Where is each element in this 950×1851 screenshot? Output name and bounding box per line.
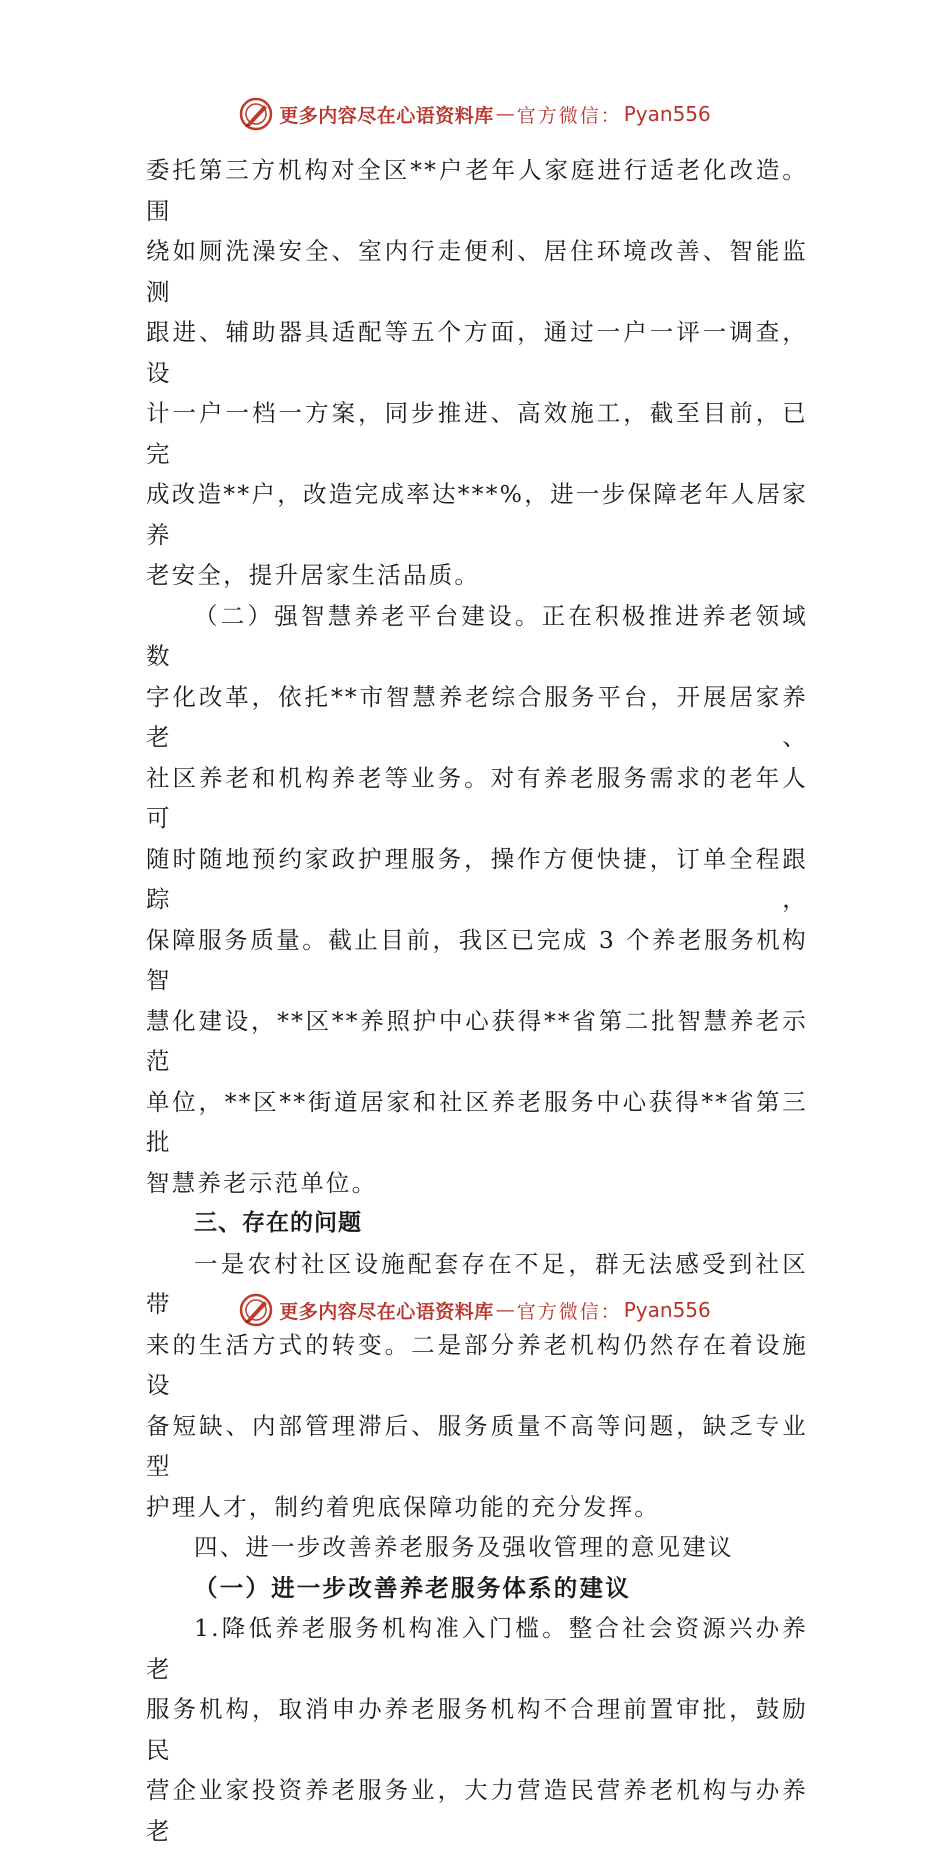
- paragraph-line: 备短缺、内部管理滞后、服务质量不高等问题，缺乏专业型: [146, 1411, 808, 1480]
- header-watermark: [0, 94, 950, 134]
- paragraph-line: 保障服务质量。截止目前，我区已完成 3 个养老服务机构智: [146, 925, 808, 994]
- pen-logo-icon: [239, 97, 273, 131]
- paragraph-line: 成改造**户，改造完成率达***%，进一步保障老年人居家养: [146, 480, 808, 549]
- paragraph-line: 老安全，提升居家生活品质。: [146, 561, 481, 589]
- section-heading: 四、进一步改善养老服务及强收管理的意见建议: [194, 1533, 734, 1561]
- banner-dash: —: [495, 1299, 515, 1321]
- paragraph-line: 一是农村社区设施配套存在不足，群无法感受到社区带: [146, 1249, 808, 1318]
- paragraph-line: 跟进、辅助器具适配等五个方面，通过一户一评一调查，设: [146, 318, 808, 387]
- paragraph-line: 智慧养老示范单位。: [146, 1168, 378, 1197]
- paragraph-line: 1.降低养老服务机构准入门槛。整合社会资源兴办养老: [146, 1614, 808, 1683]
- paragraph-line: （二）强智慧养老平台建设。正在积极推进养老领域数: [146, 601, 808, 670]
- banner-wechat-label: 官方微信：: [516, 104, 622, 127]
- paragraph-line: 慧化建设，**区**养照护中心获得**省第二批智慧养老示范: [146, 1006, 808, 1075]
- section-heading: 三、存在的问题: [194, 1210, 362, 1236]
- paragraph-line: 随时随地预约家政护理服务，操作方便快捷，订单全程跟踪，: [146, 844, 808, 913]
- footer-watermark: [0, 1290, 950, 1330]
- banner-main-text: 更多内容尽在心语资料库: [279, 104, 494, 127]
- paragraph-line: 绕如厕洗澡安全、室内行走便利、居住环境改善、智能监测: [146, 237, 808, 306]
- banner-wechat-label: 官方微信：: [516, 1300, 622, 1323]
- paragraph-line: 来的生活方式的转变。二是部分养老机构仍然存在着设施设: [146, 1330, 808, 1399]
- paragraph-line: 社区养老和机构养老等业务。对有养老服务需求的老年人可: [146, 763, 808, 832]
- document-body: [146, 150, 808, 1851]
- banner-main-text: 更多内容尽在心语资料库: [279, 1300, 494, 1323]
- paragraph-line: 营企业家投资养老服务业，大力营造民营养老机构与办养老: [146, 1776, 808, 1845]
- paragraph-line: 字化改革，依托**市智慧养老综合服务平台，开展居家养老、: [146, 682, 808, 751]
- paragraph-line: 委托第三方机构对全区**户老年人家庭进行适老化改造。围: [146, 156, 808, 225]
- paragraph-line: 计一户一档一方案，同步推进、高效施工，截至目前，已完: [146, 399, 808, 468]
- banner-wechat-id: Pyan556: [623, 1298, 711, 1322]
- paragraph-line: 护理人才，制约着兜底保障功能的充分发挥。: [146, 1492, 660, 1521]
- pen-logo-icon: [239, 1293, 273, 1327]
- banner-dash: —: [495, 103, 515, 125]
- banner-wechat-id: Pyan556: [623, 102, 711, 126]
- paragraph-line: 服务机构，取消申办养老服务机构不合理前置审批，鼓励民: [146, 1695, 808, 1764]
- paragraph-line: 单位，**区**街道居家和社区养老服务中心获得**省第三批: [146, 1087, 808, 1156]
- subsection-heading: （一）进一步改善养老服务体系的建议: [194, 1573, 631, 1602]
